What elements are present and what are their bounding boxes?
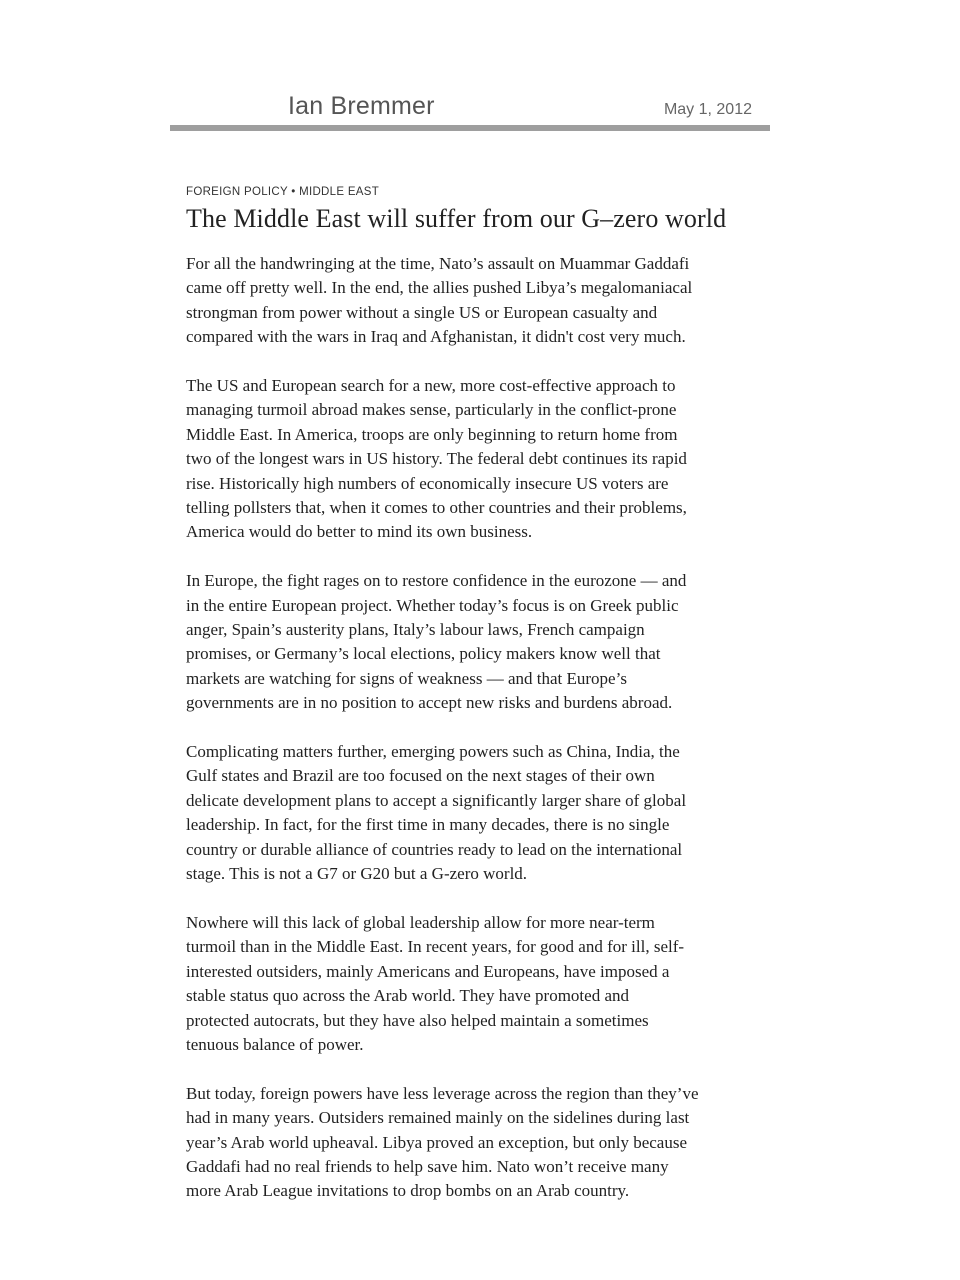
text-line: governments are in no position to accept new risks and burdens abroad. [186, 693, 673, 713]
text-line: The US and European search for a new, more cost-effective approach to [186, 376, 676, 396]
text-line: rise. Historically high numbers of economically insecure US voters are [186, 473, 669, 493]
paragraph-5 [186, 911, 766, 1057]
paragraph-6 [186, 1082, 766, 1204]
text-line: Gulf states and Brazil are too focused on the next stages of their own [186, 766, 655, 786]
text-line: America would do better to mind its own business. [186, 522, 533, 542]
text-line: country or durable alliance of countries ready to lead on the international [186, 839, 683, 859]
text-line: managing turmoil abroad makes sense, particularly in the conflict-prone [186, 400, 677, 420]
author-name: Ian Bremmer [288, 92, 435, 120]
text-line: In Europe, the fight rages on to restore confidence in the eurozone — and [186, 571, 687, 591]
header-divider [170, 125, 770, 131]
text-line: telling pollsters that, when it comes to other countries and their problems, [186, 498, 687, 518]
text-line: tenuous balance of power. [186, 1034, 364, 1054]
section-kicker: FOREIGN POLICY • MIDDLE EAST [186, 186, 380, 198]
text-line: in the entire European project. Whether today’s focus is on Greek public [186, 595, 679, 615]
text-line: delicate development plans to accept a significantly larger share of global [186, 790, 687, 810]
text-line: two of the longest wars in US history. The federal debt continues its rapid [186, 449, 687, 469]
text-line: came off pretty well. In the end, the allies pushed Libya’s megalomaniacal [186, 278, 693, 298]
paragraph-3 [186, 569, 766, 715]
text-line: promises, or Germany’s local elections, policy makers know well that [186, 644, 661, 664]
article-headline: The Middle East will suffer from our G–zero world [186, 204, 727, 233]
text-line: more Arab League invitations to drop bombs on an Arab country. [186, 1181, 630, 1201]
article-body [186, 252, 766, 1228]
publication-date: May 1, 2012 [663, 101, 752, 118]
text-line: interested outsiders, mainly Americans and Europeans, have imposed a [186, 961, 670, 981]
text-line: Nowhere will this lack of global leadership allow for more near-term [186, 912, 655, 932]
text-line: stable status quo across the Arab world. They have promoted and [186, 986, 629, 1006]
text-line: For all the handwringing at the time, Nato’s assault on Muammar Gaddafi [186, 254, 690, 273]
paragraph-1 [186, 252, 766, 350]
text-line: protected autocrats, but they have also helped maintain a sometimes [186, 1010, 649, 1030]
paragraph-2 [186, 374, 766, 545]
text-line: Complicating matters further, emerging powers such as China, India, the [186, 742, 680, 762]
text-line: stage. This is not a G7 or G20 but a G-zero world. [186, 864, 528, 884]
text-line: compared with the wars in Iraq and Afghanistan, it didn't cost very much. [186, 327, 686, 347]
text-line: year’s Arab world upheaval. Libya proved an exception, but only because [186, 1132, 688, 1152]
text-line: markets are watching for signs of weakness — and that Europe’s [186, 668, 627, 688]
paragraph-4 [186, 740, 766, 886]
text-line: leadership. In fact, for the first time in many decades, there is no single [186, 815, 670, 835]
text-line: turmoil than in the Middle East. In recent years, for good and for ill, self- [186, 937, 685, 957]
text-line: But today, foreign powers have less leverage across the region than they’ve [186, 1083, 699, 1103]
text-line: Gaddafi had no real friends to help save him. Nato won’t receive many [186, 1156, 669, 1176]
text-line: had in many years. Outsiders remained mainly on the sidelines during last [186, 1108, 690, 1128]
text-line: strongman from power without a single US or European casualty and [186, 302, 658, 322]
text-line: Middle East. In America, troops are only beginning to return home from [186, 424, 678, 444]
text-line: anger, Spain’s austerity plans, Italy’s labour laws, French campaign [186, 620, 645, 640]
